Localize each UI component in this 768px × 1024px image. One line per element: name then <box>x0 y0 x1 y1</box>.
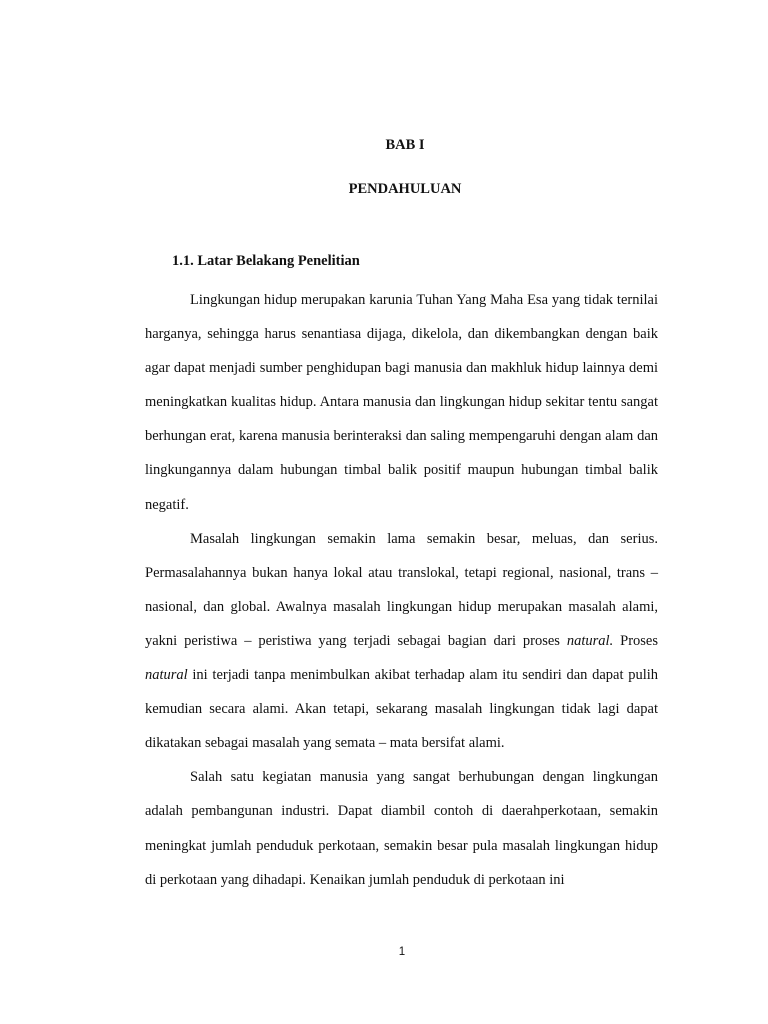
paragraph-2-italic-1: natural. <box>566 632 614 649</box>
paragraph-1: Lingkungan hidup merupakan karunia Tuhan Yang Maha Esa yang tidak ternilai harganya, sehingga harus senantiasa dijaga, dikelola, dan dikembangkan dengan baik agar dapat menjadi sumber penghidupan bagi manusia dan makhluk hidup lainnya demi meningkatkan kualitas hidup. Antara manusia dan lingkungan hidup sekitar tentu sangat berhungan erat, karena manusia berinteraksi dan saling mempengaruhi dengan alam dan lingkungannya dalam hubungan timbal balik positif maupun hubungan timbal balik negatif. <box>145 292 658 513</box>
chapter-label: BAB I <box>385 137 425 153</box>
paragraph-2-part-3: ini terjadi tanpa menimbulkan akibat terhadap alam itu sendiri dan dapat pulih kemudian secara alami. Akan tetapi, sekarang masalah lingkungan tidak lagi dapat dikatakan sebagai masalah yang semata – mata bersifat alami. <box>145 667 658 752</box>
body-text <box>145 283 658 897</box>
paragraph-2 <box>145 522 658 761</box>
section-heading: 1.1. Latar Belakang Penelitian <box>172 253 360 269</box>
chapter-title: PENDAHULUAN <box>348 181 462 197</box>
paragraph-2-part-2: Proses <box>620 632 659 649</box>
paragraph-2-italic-2: natural <box>145 667 188 684</box>
paragraph-3: Salah satu kegiatan manusia yang sangat berhubungan dengan lingkungan adalah pembangunan industri. Dapat diambil contoh di daerahperkotaan, semakin meningkat jumlah penduduk perkotaan, semakin besar pula masalah lingkungan hidup di perkotaan yang dihadapi. Kenaikan jumlah penduduk di perkotaan ini <box>145 769 658 888</box>
paragraph-2-part-1: Masalah lingkungan semakin lama semakin besar, meluas, dan serius. Permasalahannya bukan hanya lokal atau translokal, tetapi regional, nasional, trans – nasional, dan global. Awalnya masalah lingkungan hidup merupakan masalah alami, yakni peristiwa – peristiwa yang terjadi sebagai bagian dari proses <box>145 530 658 649</box>
page-number: 1 <box>398 946 406 958</box>
